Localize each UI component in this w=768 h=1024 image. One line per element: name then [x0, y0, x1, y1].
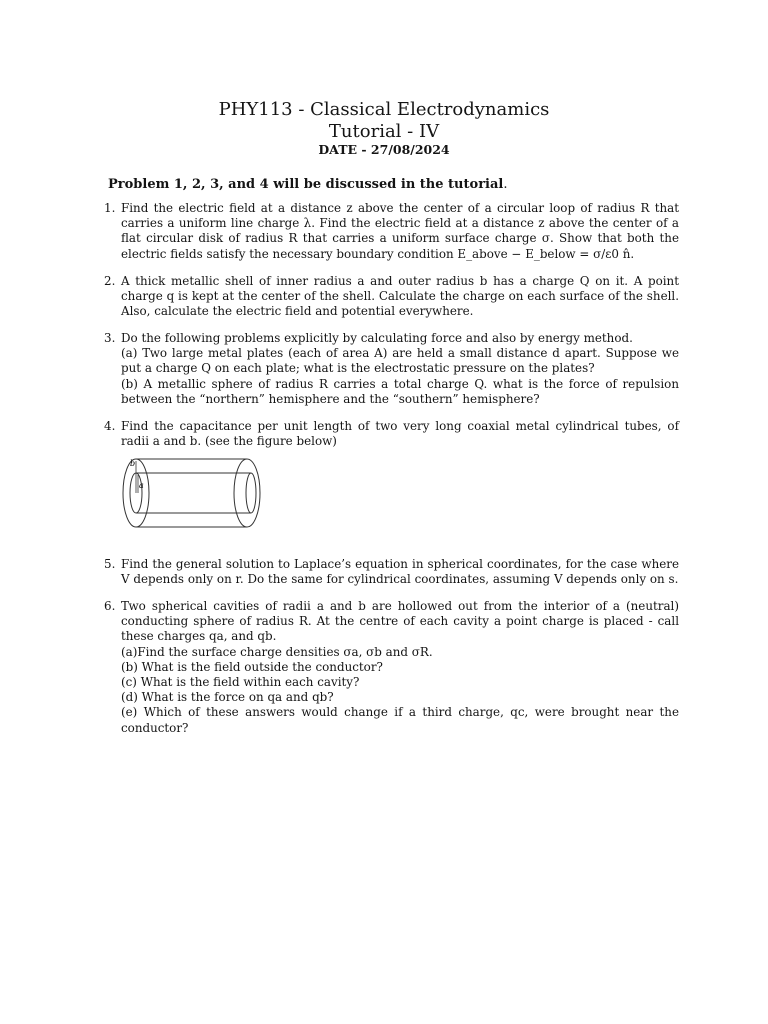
problem-text: Find the capacitance per unit length of two very long coaxial metal cylindrical tubes, of radii a and b. (see the figure below) — [121, 419, 679, 449]
problem-text: Do the following problems explicitly by calculating force and also by energy method. — [121, 331, 633, 345]
problem-number: 1. — [104, 201, 116, 215]
page-date: DATE - 27/08/2024 — [318, 142, 450, 157]
problem-part-a: (a) Two large metal plates (each of area A) are held a small distance d apart. Suppose we put a charge Q on each plate; what is the electrostatic pressure on the plates? — [121, 346, 679, 376]
problem-text: Two spherical cavities of radii a and b are hollowed out from the interior of a (neutral) conducting sphere of radius R. At the centre of each cavity a point charge is placed - call these charges qa, and qb. — [121, 599, 679, 644]
problem-number: 4. — [104, 419, 116, 433]
coaxial-cylinders-figure — [121, 455, 263, 531]
problem-text: Find the general solution to Laplace’s equation in spherical coordinates, for the case where V depends only on r. Do the same for cylindrical coordinates, assuming V depends only on s. — [121, 557, 679, 587]
problem-part-e: (e) Which of these answers would change if a third charge, qc, were brought near the conductor? — [121, 705, 679, 735]
problem-number: 5. — [104, 557, 116, 571]
intro-bold: Problem 1, 2, 3, and 4 will be discussed in the tutorial — [108, 177, 504, 192]
problem-part-b: (b) A metallic sphere of radius R carries a total charge Q. what is the force of repulsion between the “northern” hemisphere and the “southern” hemisphere? — [121, 376, 679, 406]
problem-body — [121, 599, 679, 736]
label-b: b — [130, 459, 136, 468]
problem-number: 2. — [104, 274, 116, 288]
intro-tail: . — [503, 177, 508, 192]
intro-note — [108, 177, 507, 193]
page-title: PHY113 - Classical Electrodynamics — [218, 99, 550, 120]
problem-2 — [104, 274, 679, 320]
page-subtitle: Tutorial - IV — [328, 121, 440, 142]
problem-text: A thick metallic shell of inner radius a and outer radius b has a charge Q on it. A point charge q is kept at the center of the shell. Calculate the charge on each surface of the shell. Also, calculate the electric field and potential everywhere. — [121, 274, 679, 319]
problem-number: 6. — [104, 599, 116, 613]
problem-3 — [104, 331, 679, 407]
problem-4 — [104, 419, 679, 449]
problem-part-a: (a)Find the surface charge densities σa, σb and σR. — [121, 644, 433, 659]
problem-text: Find the electric field at a distance z above the center of a circular loop of radius R that carries a uniform line charge λ. Find the electric field at a distance z above the center of a flat circular disk of radius R that carries a uniform surface charge σ. Show that both the electric fields satisfy the necessary boundary condition E_above − E_below = σ/ε0 n̂. — [121, 201, 679, 261]
problem-5 — [104, 557, 679, 587]
problem-body — [121, 331, 679, 407]
problem-part-d: (d) What is the force on qa and qb? — [121, 690, 334, 705]
label-a: a — [139, 481, 144, 490]
problem-part-b: (b) What is the field outside the conductor? — [121, 659, 383, 674]
problem-6 — [104, 599, 679, 736]
problem-number: 3. — [104, 331, 116, 345]
problem-part-c: (c) What is the field within each cavity? — [121, 675, 360, 690]
inner-cylinder-right-end — [246, 473, 256, 513]
problem-1 — [104, 201, 679, 262]
